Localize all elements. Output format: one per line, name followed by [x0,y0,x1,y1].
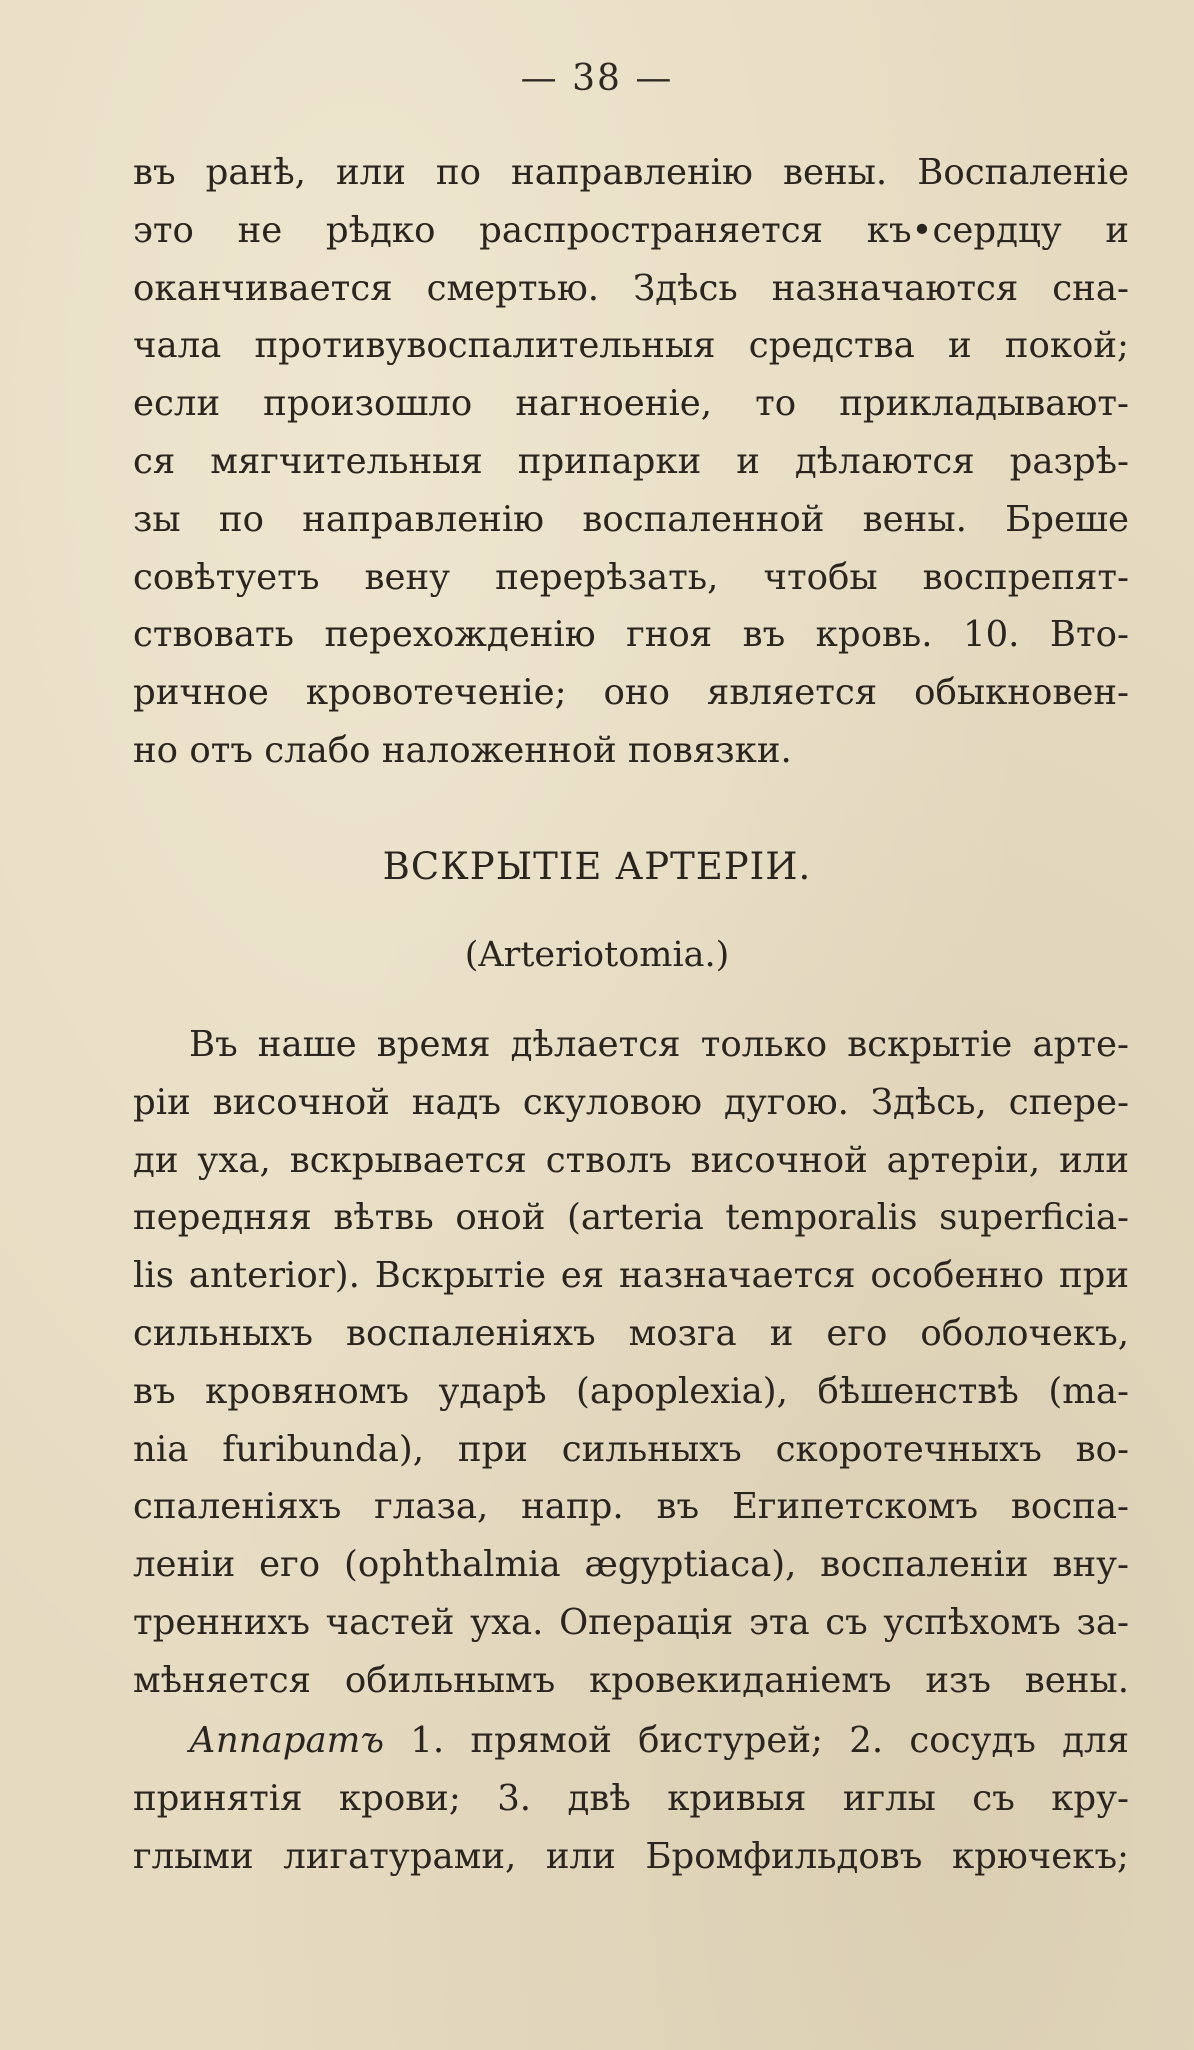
section-title: ВСКРЫТІЕ АРТЕРІИ. [382,845,812,888]
text-line: nia furibunda), при сильныхъ скоротечныхъ во- [133,1428,1129,1470]
text-line: ствовать перехожденію гноя въ кровь. 10. Вто- [133,614,1129,656]
text-line: это не рѣдко распространяется къ•сердцу и [133,209,1129,251]
text-line: спаленіяхъ глаза, напр. въ Египетскомъ воспа- [133,1486,1129,1528]
text-line: оканчивается смертью. Здѣсь назначаются сна- [133,267,1129,309]
text-line: Въ наше время дѣлается только вскрытіе арте- [189,1024,1129,1065]
text-line: леніи его (ophthalmia ægyptiaca), воспаленіи вну- [133,1544,1129,1586]
text-line: ричное кровотеченіе; оно является обыкновен- [133,672,1129,714]
text-line: ди уха, вскрывается стволъ височной артеріи, или [133,1139,1129,1181]
text-line: если произошло нагноеніе, то прикладывают- [133,383,1129,425]
text-line: сильныхъ воспаленіяхъ мозга и его оболочекъ, [133,1312,1129,1354]
text-line: чала противувоспалительныя средства и покой; [133,325,1129,367]
text-line: ся мягчительныя припарки и дѣлаются разрѣ- [133,440,1129,482]
apparatus-lead: Аппаратъ [189,1720,384,1761]
text-line: въ кровяномъ ударѣ (apoplexia), бѣшенствѣ (ma- [133,1370,1129,1412]
section-subtitle: (Arteriotomia.) [464,935,730,975]
page-number: — 38 — [520,58,674,99]
text-line: но отъ слабо наложенной повязки. [133,729,792,771]
text-line: ріи височной надъ скуловою дугою. Здѣсь, спере- [133,1081,1129,1123]
paragraph-2 [133,1016,1129,1710]
text-line: зы по направленію воспаленной вены. Брешe [133,498,1129,540]
text-line: принятія крови; 3. двѣ кривыя иглы съ кру- [133,1777,1129,1819]
text-line: совѣтуетъ вену перерѣзать, чтобы воспрепят- [133,556,1129,598]
text-line: lis anterior). Вскрытіе ея назначается особенно при [133,1255,1129,1297]
text-line: въ ранѣ, или по направленію вены. Воспаленіе [133,152,1129,193]
paragraph-1 [133,144,1129,780]
text-line: мѣняется обильнымъ кровекиданіемъ изъ вены. [133,1659,1129,1701]
text-line [133,1712,1129,1770]
text-line: глыми лигатурами, или Бромфильдовъ крючекъ; [133,1835,1129,1877]
text-line: треннихъ частей уха. Операція эта съ успѣхомъ за- [133,1601,1129,1643]
apparatus-text: 1. прямой бистурей; 2. сосудъ для [410,1720,1129,1761]
paragraph-3 [133,1712,1129,1885]
text-line: передняя вѣтвь оной (arteria temporalis superficia- [133,1197,1129,1239]
